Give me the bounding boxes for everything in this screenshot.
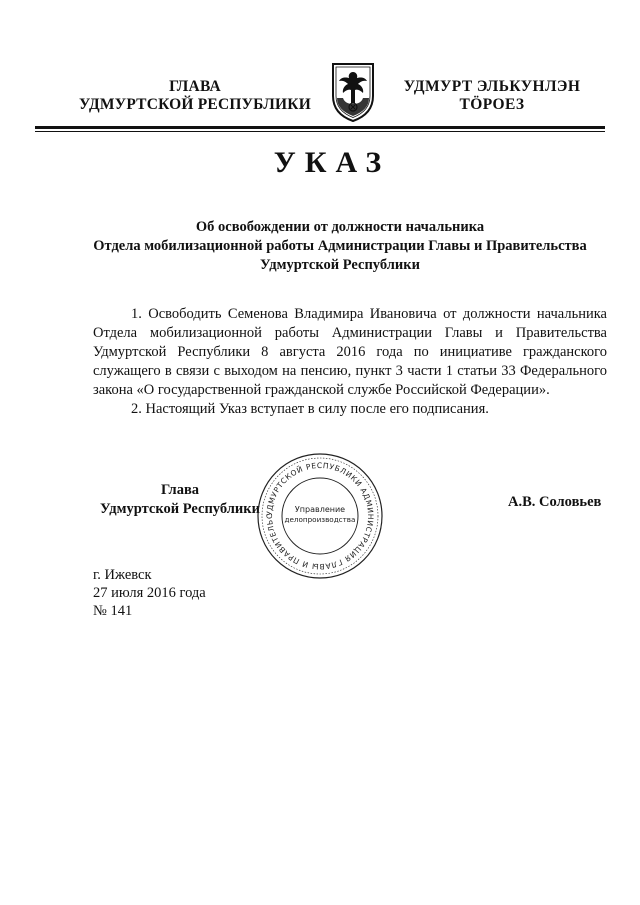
issuer-udmurt-line1: УДМУРТ ЭЛЬКУНЛЭН bbox=[403, 78, 581, 95]
signatory-position bbox=[90, 481, 270, 519]
header-divider-thick bbox=[35, 126, 605, 129]
udmurt-coat-of-arms-icon bbox=[325, 60, 381, 124]
signatory-name: А.В. Соловьев bbox=[508, 494, 602, 510]
official-stamp bbox=[254, 450, 386, 582]
subject-line1: Об освобождении от должности начальника bbox=[195, 219, 485, 235]
signatory-position-line2: Удмуртской Республики bbox=[100, 501, 260, 517]
issue-date: 27 июля 2016 года bbox=[93, 585, 206, 601]
stamp-ring-text: УДМУРТСКОЙ РЕСПУБЛИКИ АДМИНИСТРАЦИЯ ГЛАВЫ И ПРАВИТЕЛЬС bbox=[264, 460, 376, 572]
document-number: № 141 bbox=[93, 603, 133, 619]
body-paragraph-2: 2. Настоящий Указ вступает в силу после его подписания. bbox=[131, 401, 489, 417]
issue-city: г. Ижевск bbox=[93, 567, 152, 583]
subject-line2: Отдела мобилизационной работы Администрации Главы и Правительства bbox=[93, 238, 587, 254]
stamp-center-line2: делопроизводства bbox=[284, 515, 356, 524]
signatory-position-line1: Глава bbox=[160, 482, 200, 498]
issuer-russian bbox=[70, 78, 320, 114]
document-footer bbox=[93, 566, 343, 620]
header-divider-thin bbox=[35, 131, 605, 132]
document-body bbox=[93, 305, 607, 419]
stamp-center-line1: Управление bbox=[294, 505, 346, 514]
body-paragraph-1: 1. Освободить Семенова Владимира Ивановича от должности начальника Отдела мобилизационной работы Администрации Главы и Правительства Удмуртской Республики 8 августа 2016 года по инициативе гражданского служащего в связи с выходом на пенсию, пункт 3 части 1 статьи 33 Федерального закона «О государственной гражданской службе Российской Федерации». bbox=[93, 306, 607, 398]
issuer-udmurt-line2: ТӦРОЕЗ bbox=[459, 96, 525, 113]
issuer-russian-line2: УДМУРТСКОЙ РЕСПУБЛИКИ bbox=[79, 96, 311, 113]
subject-line3: Удмуртской Республики bbox=[260, 257, 420, 273]
document-title: УКАЗ bbox=[273, 146, 391, 179]
issuer-russian-line1: ГЛАВА bbox=[169, 78, 221, 95]
issuer-udmurt bbox=[392, 78, 592, 114]
document-subject bbox=[60, 218, 620, 275]
